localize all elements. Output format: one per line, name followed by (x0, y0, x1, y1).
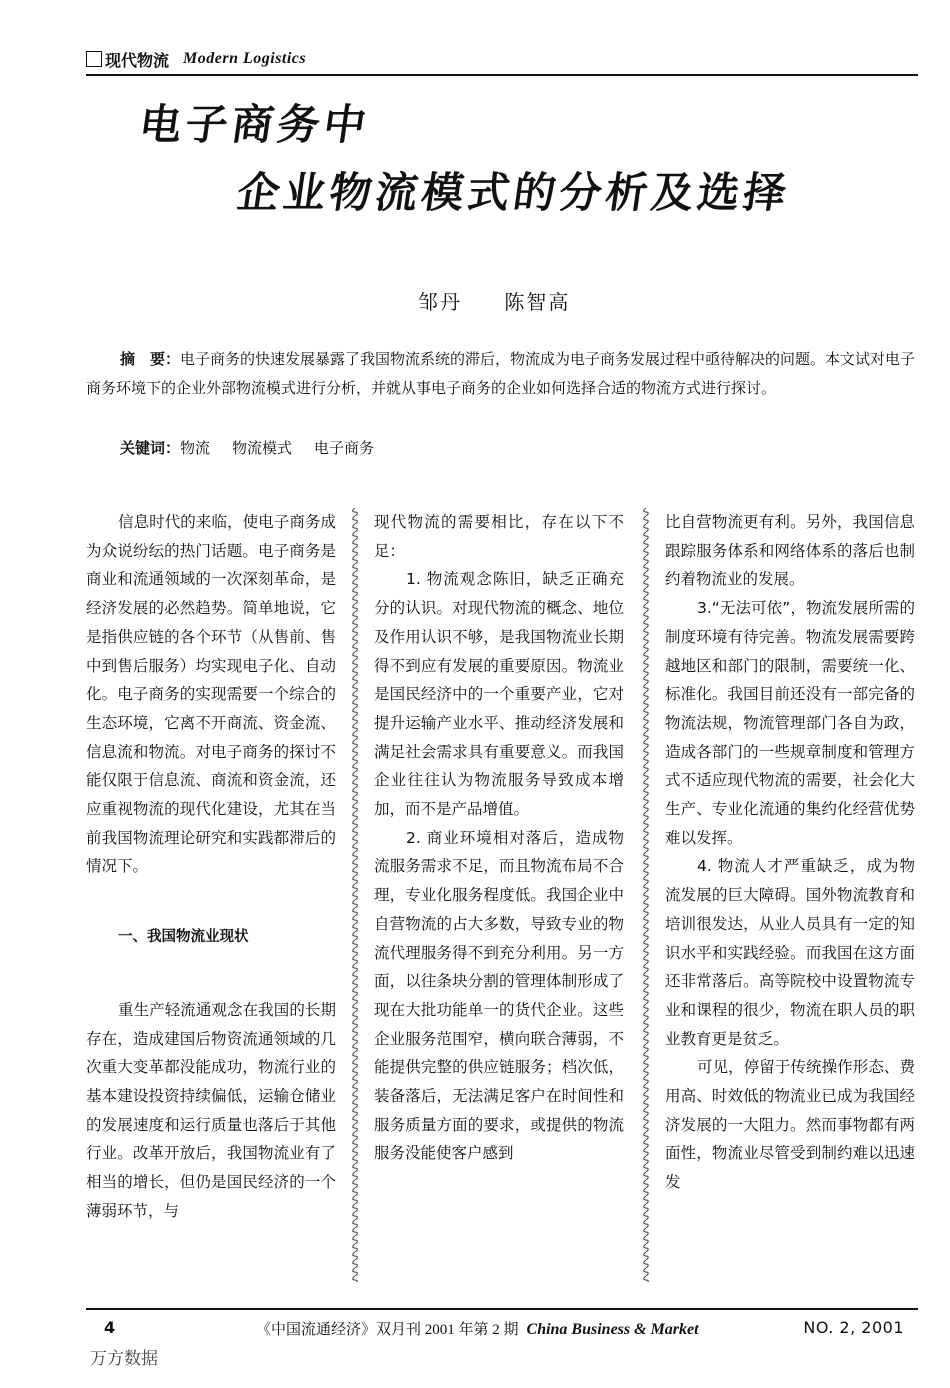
paragraph: 3.“无法可依”，物流发展所需的制度环境有待完善。物流发展需要跨越地区和部门的限制，需要统一化、标准化。我国目前还没有一部完备的物流法规，物流管理部门各自为政，造成各部门的一些规章制度和管理方式不适应现代物流的需要，社会化大生产、专业化流通的集约化经营优势难以发挥。 (665, 599, 915, 847)
journal-name-cn: 《中国流通经济》双月刊 2001 年第 2 期 (256, 1322, 519, 1338)
issue-number: NO. 2, 2001 (803, 1318, 904, 1337)
title-line-1: 电子商务中 (136, 100, 374, 149)
paragraph: 重生产轻流通观念在我国的长期存在，造成建国后物资流通领域的几次重大变革都没能成功，物流行业的基本建设投资持续偏低，运输仓储业的发展速度和运行质量也落后于其他行业。改革开放后，我国物流业有了相当的增长，但仍是国民经济的一个薄弱环节，与 (86, 1000, 336, 1220)
author-1: 邹丹 (418, 290, 462, 314)
section-heading: 一、我国物流业现状 (118, 929, 249, 946)
footer-rule (86, 1308, 918, 1310)
paragraph: 信息时代的来临，使电子商务成为众说纷纭的热门话题。电子商务是商业和流通领域的一次深刻革命，是经济发展的必然趋势。简单地说，它是指供应链的各个环节（从售前、售中到售后服务）均实现电子化、自动化。电子商务的实现需要一个综合的生态环境，它离不开商流、资金流、信息流和物流。对电子商务的探讨不能仅限于信息流、商流和资金流，还应重视物流的现代化建设，尤其在当前我国物流理论研究和实践都滞后的情况下。 (86, 513, 336, 876)
running-header (86, 46, 306, 72)
header-rule (86, 74, 918, 76)
paragraph: 2. 商业环境相对落后，造成物流服务需求不足，而且物流布局不合理，专业化服务程度低。我国企业中自营物流的占大多数，导致专业的物流代理服务得不到充分利用。另一方面，以往条块分割的管理体制形成了现在大批功能单一的货代企业。这些企业服务范围窄，横向联合薄弱，不能提供完整的供应链服务；档次低，装备落后，无法满足客户在时间性和服务质量方面的要求，或提供的物流服务没能使客户感到 (374, 828, 624, 1163)
paragraph: 现代物流的需要相比，存在以下不足： (374, 513, 624, 560)
paragraph: 4. 物流人才严重缺乏，成为物流发展的巨大障碍。国外物流教育和培训很发达，从业人员具有一定的知识水平和实践经验。而我国在这方面还非常落后。高等院校中设置物流专业和课程的很少，物流在职人员的职业教育更是贫乏。 (665, 857, 915, 1048)
abstract-text: 电子商务的快速发展暴露了我国物流系统的滞后，物流成为电子商务发展过程中亟待解决的问题。本文试对电子商务环境下的企业外部物流模式进行分析，并就从事电子商务的企业如何选择合适的物流方式进行探讨。 (86, 350, 916, 397)
journal-name-en: China Business & Market (526, 1321, 699, 1338)
database-watermark: 万方数据 (90, 1349, 158, 1368)
footer (86, 1318, 918, 1342)
title-line-2: 企业物流模式的分析及选择 (234, 168, 794, 217)
paragraph: 可见，停留于传统操作形态、费用高、时效低的物流业已成为我国经济发展的一大阻力。然而事物都有两面性，物流业尽管受到制约难以迅速发 (665, 1058, 915, 1192)
body-column-3 (665, 508, 915, 1197)
keywords (120, 434, 396, 463)
checkbox-square-icon (86, 51, 102, 67)
keyword-item: 物流模式 (232, 439, 293, 457)
keyword-item: 电子商务 (314, 439, 375, 457)
body-column-1 (86, 508, 336, 1225)
keywords-label: 关键词： (120, 439, 181, 457)
column-divider (643, 508, 649, 1282)
body-column-2 (374, 508, 624, 1168)
journal-citation (256, 1318, 699, 1339)
column-divider (352, 508, 358, 1282)
authors (418, 286, 604, 315)
keyword-item: 物流 (180, 439, 211, 457)
header-section-en: Modern Logistics (183, 50, 307, 67)
paragraph: 比自营物流更有利。另外，我国信息跟踪服务体系和网络体系的落后也制约着物流业的发展。 (665, 513, 915, 589)
abstract-label: 摘 要： (120, 350, 181, 368)
header-section-cn: 现代物流 (105, 50, 170, 70)
paragraph: 1. 物流观念陈旧，缺乏正确充分的认识。对现代物流的概念、地位及作用认识不够，是我国物流业长期得不到应有发展的重要原因。物流业是国民经济中的一个重要产业，它对提升运输产业水平、推动经济发展和满足社会需求具有重要意义。而我国企业往往认为物流服务导致成本增加，而不是产品增值。 (374, 570, 624, 819)
page-number: 4 (104, 1318, 116, 1337)
abstract (86, 345, 918, 403)
author-2: 陈智高 (504, 290, 571, 314)
